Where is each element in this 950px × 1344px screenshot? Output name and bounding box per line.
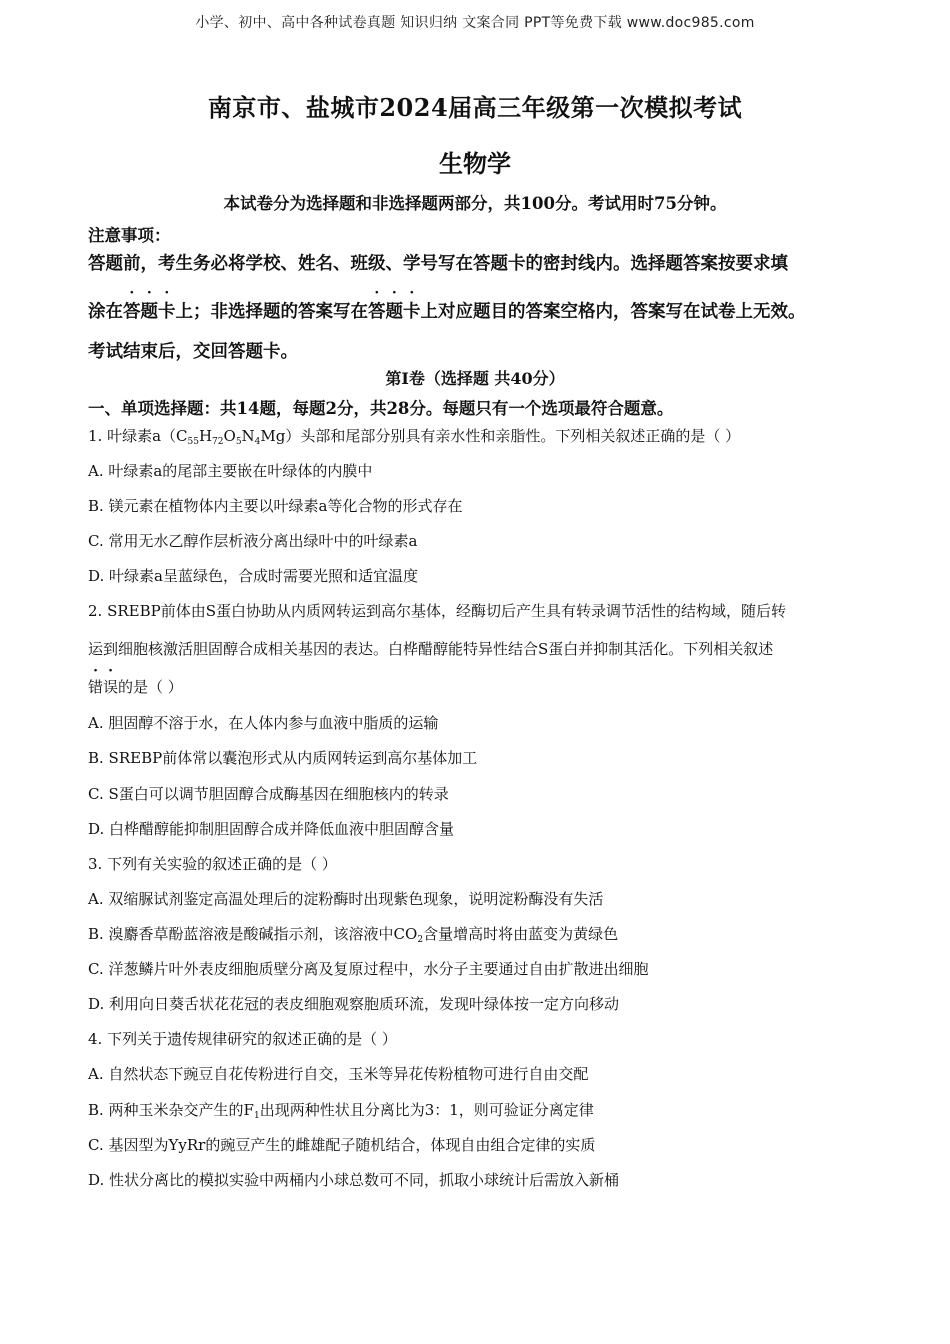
q2-option-d: D. 白桦醋醇能抑制胆固醇合成并降低血液中胆固醇含量 [88, 820, 455, 838]
notice-line-2-part: 上；非选择题的答案写在 [175, 302, 368, 322]
q2-option-a: A. 胆固醇不溶于水，在人体内参与血液中脂质的运输 [88, 714, 439, 732]
notice-title: 注意事项： [88, 226, 171, 245]
q1-stem [88, 425, 888, 447]
q4-option-d: D. 性状分离比的模拟实验中两桶内小球总数可不同，抓取小球统计后需放入新桶 [88, 1171, 620, 1189]
q2-option-b: B. SREBP前体常以囊泡形式从内质网转运到高尔基体加工 [88, 749, 478, 767]
part-1-title: 第I卷（选择题 共40分） [385, 369, 565, 388]
notice-line-2-part: 上对应题目的答案空格内，答案写在试卷上无效。 [420, 302, 806, 322]
q1-elem: N [241, 427, 255, 445]
notice-line-1: 答题前，考生务必将学校、姓名、班级、学号写在答题卡的密封线内。选择题答案按要求填 [88, 254, 788, 274]
emphasis-answer-card-1 [123, 302, 176, 322]
notice-line-3: 考试结束后，交回答题卡。 [88, 342, 298, 362]
emph-wrong-2: 误 [103, 678, 119, 696]
q3-option-a: A. 双缩脲试剂鉴定高温处理后的淀粉酶时出现紫色现象，说明淀粉酶没有失活 [88, 890, 604, 908]
emph-char: 答 [368, 302, 386, 322]
section-1-title: 一、单项选择题：共14题，每题2分，共28分。每题只有一个选项最符合题意。 [88, 399, 674, 418]
notice-line-2 [88, 298, 888, 323]
q1-option-a: A. 叶绿素a的尾部主要嵌在叶绿体的内膜中 [88, 462, 373, 480]
q3-stem: 3. 下列有关实验的叙述正确的是（ ） [88, 855, 337, 873]
q4-stem: 4. 下列关于遗传规律研究的叙述正确的是（ ） [88, 1030, 397, 1048]
q1-option-c: C. 常用无水乙醇作层析液分离出绿叶中的叶绿素a [88, 532, 418, 550]
q4-option-b-b: 出现两种性状且分离比为3：1，则可验证分离定律 [259, 1101, 594, 1119]
q2-stem-line-1: 2. SREBP前体由S蛋白协助从内质网转运到高尔基体，经酶切后产生具有转录调节活性的结构域，随后转 [88, 602, 786, 620]
emph-char: 卡 [158, 302, 176, 322]
q3-option-b-b: 含量增高时将由蓝变为黄绿色 [423, 925, 619, 943]
q1-sub: 55 [187, 437, 199, 447]
emph-char: 题 [385, 302, 403, 322]
q1-sub: 4 [254, 437, 261, 447]
q3-option-d: D. 利用向日葵舌状花花冠的表皮细胞观察胞质环流，发现叶绿体按一定方向移动 [88, 995, 620, 1013]
q1-elem: O [223, 427, 236, 445]
q4-option-a: A. 自然状态下豌豆自花传粉进行自交，玉米等异花传粉植物可进行自由交配 [88, 1065, 589, 1083]
notice-line-2-part: 涂在 [88, 302, 123, 322]
q1-stem-a: 1. 叶绿素a（C [88, 427, 188, 445]
emph-char: 题 [140, 302, 158, 322]
q3-option-b [88, 923, 888, 945]
q4-option-b [88, 1099, 888, 1121]
q2-stem-line-3 [88, 676, 888, 697]
q3-option-c: C. 洋葱鳞片叶外表皮细胞质壁分离及复原过程中，水分子主要通过自由扩散进出细胞 [88, 960, 649, 978]
q2-option-c: C. S蛋白可以调节胆固醇合成酶基因在细胞核内的转录 [88, 785, 449, 803]
q1-elem: H [198, 427, 213, 445]
q2-stem-line-3-rest: 的是（ ） [118, 678, 183, 696]
exam-subject: 生物学 [439, 149, 511, 178]
emphasis-answer-card-2 [368, 302, 421, 322]
q4-option-c: C. 基因型为YyRr的豌豆产生的雌雄配子随机结合，体现自由组合定律的实质 [88, 1136, 596, 1154]
q1-stem-b: Mg）头部和尾部分别具有亲水性和亲脂性。下列相关叙述正确的是（ ） [260, 427, 741, 445]
q2-stem-line-2: 运到细胞核激活胆固醇合成相关基因的表达。白桦醋醇能特异性结合S蛋白并抑制其活化。下列相关叙述 [88, 640, 774, 658]
q4-sub: 1 [253, 1111, 260, 1121]
q1-option-d: D. 叶绿素a呈蓝绿色，合成时需要光照和适宜温度 [88, 567, 418, 585]
q1-option-b: B. 镁元素在植物体内主要以叶绿素a等化合物的形式存在 [88, 497, 463, 515]
exam-title: 南京市、盐城市2024届高三年级第一次模拟考试 [207, 93, 743, 122]
emph-char: 答 [123, 302, 141, 322]
exam-intro: 本试卷分为选择题和非选择题两部分，共100分。考试用时75分钟。 [223, 194, 727, 213]
emph-wrong-1: 错 [88, 678, 104, 696]
q3-sub: 2 [417, 935, 424, 945]
emph-char: 卡 [403, 302, 421, 322]
site-header: 小学、初中、高中各种试卷真题 知识归纳 文案合同 PPT等免费下载 www.doc985.com [195, 15, 755, 31]
q4-option-b-a: B. 两种玉米杂交产生的F [88, 1101, 254, 1119]
q3-option-b-a: B. 溴麝香草酚蓝溶液是酸碱指示剂，该溶液中CO [88, 925, 418, 943]
q1-sub: 72 [212, 437, 224, 447]
q1-sub: 5 [235, 437, 242, 447]
